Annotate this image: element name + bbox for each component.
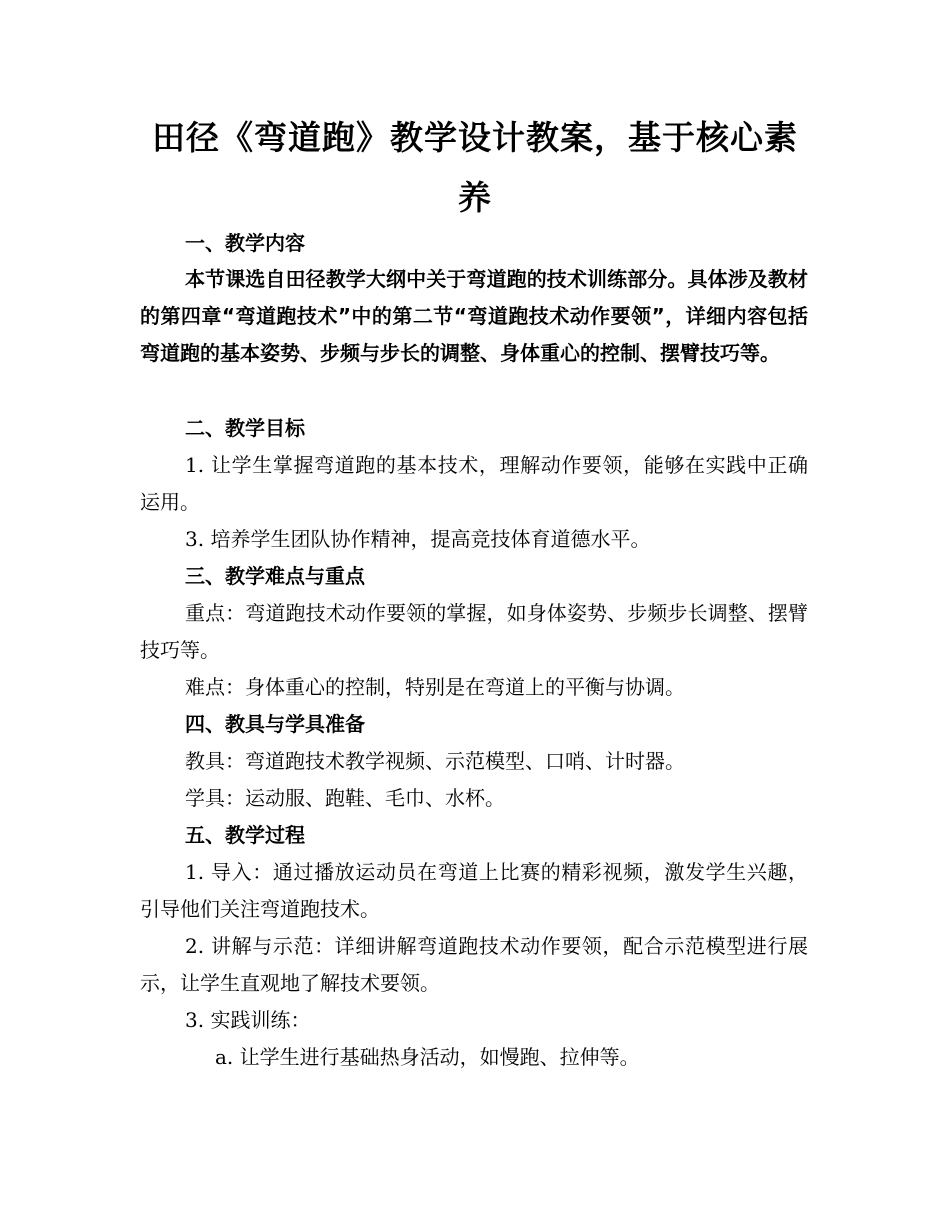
teaching-aids-line: 教具：弯道跑技术教学视频、示范模型、口哨、计时器。: [185, 749, 685, 773]
section-heading-teaching-objectives: 二、教学目标: [185, 416, 305, 440]
learning-aids-line: 学具：运动服、跑鞋、毛巾、水杯。: [185, 786, 505, 810]
section-heading-teaching-content: 一、教学内容: [185, 231, 305, 255]
process-step-2: 2. 讲解与示范：详细讲解弯道跑技术动作要领，配合示范模型进行展示，让学生直观地了解技术要领。: [140, 934, 808, 995]
teaching-content-paragraph: 本节课选自田径教学大纲中关于弯道跑的技术训练部分。具体涉及教材的第四章“弯道跑技术”中的第二节“弯道跑技术动作要领”，详细内容包括弯道跑的基本姿势、步频与步长的调整、身体重心的控制、摆臂技巧等。: [140, 267, 808, 365]
objective-item-1: 1. 让学生掌握弯道跑的基本技术，理解动作要领，能够在实践中正确运用。: [140, 453, 808, 514]
section-heading-teaching-aids: 四、教具与学具准备: [185, 712, 365, 736]
section-heading-teaching-process: 五、教学过程: [185, 823, 305, 847]
process-step-3a: a. 让学生进行基础热身活动，如慢跑、拉伸等。: [215, 1045, 640, 1069]
section-heading-difficulties-key-points: 三、教学难点与重点: [185, 564, 365, 588]
document-title: 田径《弯道跑》教学设计教案，基于核心素养: [152, 118, 798, 217]
difficulty-paragraph: 难点：身体重心的控制，特别是在弯道上的平衡与协调。: [185, 675, 685, 699]
process-step-3: 3. 实践训练：: [185, 1008, 311, 1032]
objective-item-3: 3. 培养学生团队协作精神，提高竞技体育道德水平。: [185, 527, 651, 551]
key-point-paragraph: 重点：弯道跑技术动作要领的掌握，如身体姿势、步频步长调整、摆臂技巧等。: [140, 601, 808, 662]
process-step-1: 1. 导入：通过播放运动员在弯道上比赛的精彩视频，激发学生兴趣，引导他们关注弯道跑技术。: [140, 860, 808, 921]
